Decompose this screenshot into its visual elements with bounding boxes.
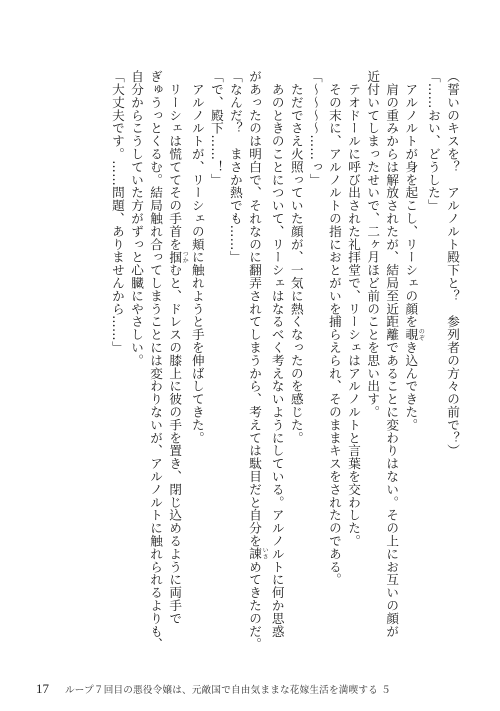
text-line: リーシェは慌ててその手首を掴 つかむと、ドレスの膝上に彼の手を置き、閉じ込めるように両手で xyxy=(167,70,189,625)
ruby-nozoki-reading: のぞ xyxy=(417,328,425,341)
text-line: テオドールに呼び出された礼拝堂で、リーシェはアルノルトと言葉を交わした。 xyxy=(346,70,362,548)
text-line: 「〜〜〜〜……っ」 xyxy=(307,70,323,187)
ruby-isame-reading: いさ xyxy=(261,547,269,561)
text-line: 近付いてしまったせいで、二ヶ月ほど前のことを思い出す。 xyxy=(365,70,381,419)
ruby-nozoki: 覗 のぞ xyxy=(403,328,425,341)
text-line: 「……おい、どうした」 xyxy=(425,70,441,212)
text-line: 「大丈夫です。……問題、ありませんから……」 xyxy=(109,70,125,354)
ruby-tsuka: 掴 つか xyxy=(167,250,189,264)
page-number: 17 xyxy=(36,681,49,696)
ruby-tsuka-reading: つか xyxy=(181,250,189,264)
ruby-isame: 諌 いさ xyxy=(247,547,269,561)
text-line: 自分からこうしていた方がずっと心臓にやさしい。 xyxy=(129,70,144,367)
text-line: があったのは明白で、それなのに翻弄されてしまうから、考えては駄目だと自分を諌 いさめてきたのだ。 xyxy=(247,70,269,651)
text-line: アルノルトが身を起こし、リーシェの顔を覗 のぞき込んできた。 xyxy=(403,70,425,432)
text-line: 「で、殿下……！」 xyxy=(208,70,224,187)
text-line: （誓いのキスを？ アルノルト殿下と？ 参列者の方々の前で？） xyxy=(445,70,460,457)
running-title: ループ７回目の悪役令嬢は、元敵国で自由気ままな花嫁生活を満喫する ５ xyxy=(65,685,391,696)
page-footer xyxy=(36,681,466,699)
text-line: 「なんだ？ まさか熱でも……」 xyxy=(227,70,243,264)
text-line: その末に、アルノルトの指におとがいを捕らえられ、そのままキスをされたのである。 xyxy=(326,70,342,586)
text-line: アルノルトが、リーシェの頬に触れようと手を伸ばしてきた。 xyxy=(189,70,205,445)
text-line: ぎゅうっとくるむ。結局触れ合ってしまうことには変わりないが、アルノルトに触れられるよりも、 xyxy=(148,70,164,651)
text-line: ただでさえ火照っていた顔が、一気に熱くなったのを感じた。 xyxy=(288,70,304,445)
vertical-text-block xyxy=(108,70,462,660)
text-line: 肩の重みからは解放されたが、結局至近距離であることに変わりはない。その上にお互いの顔が xyxy=(384,70,400,638)
text-line: あのときのことについて、リーシェはなるべく考えないようにしている。アルノルトに何か思惑 xyxy=(269,70,285,638)
